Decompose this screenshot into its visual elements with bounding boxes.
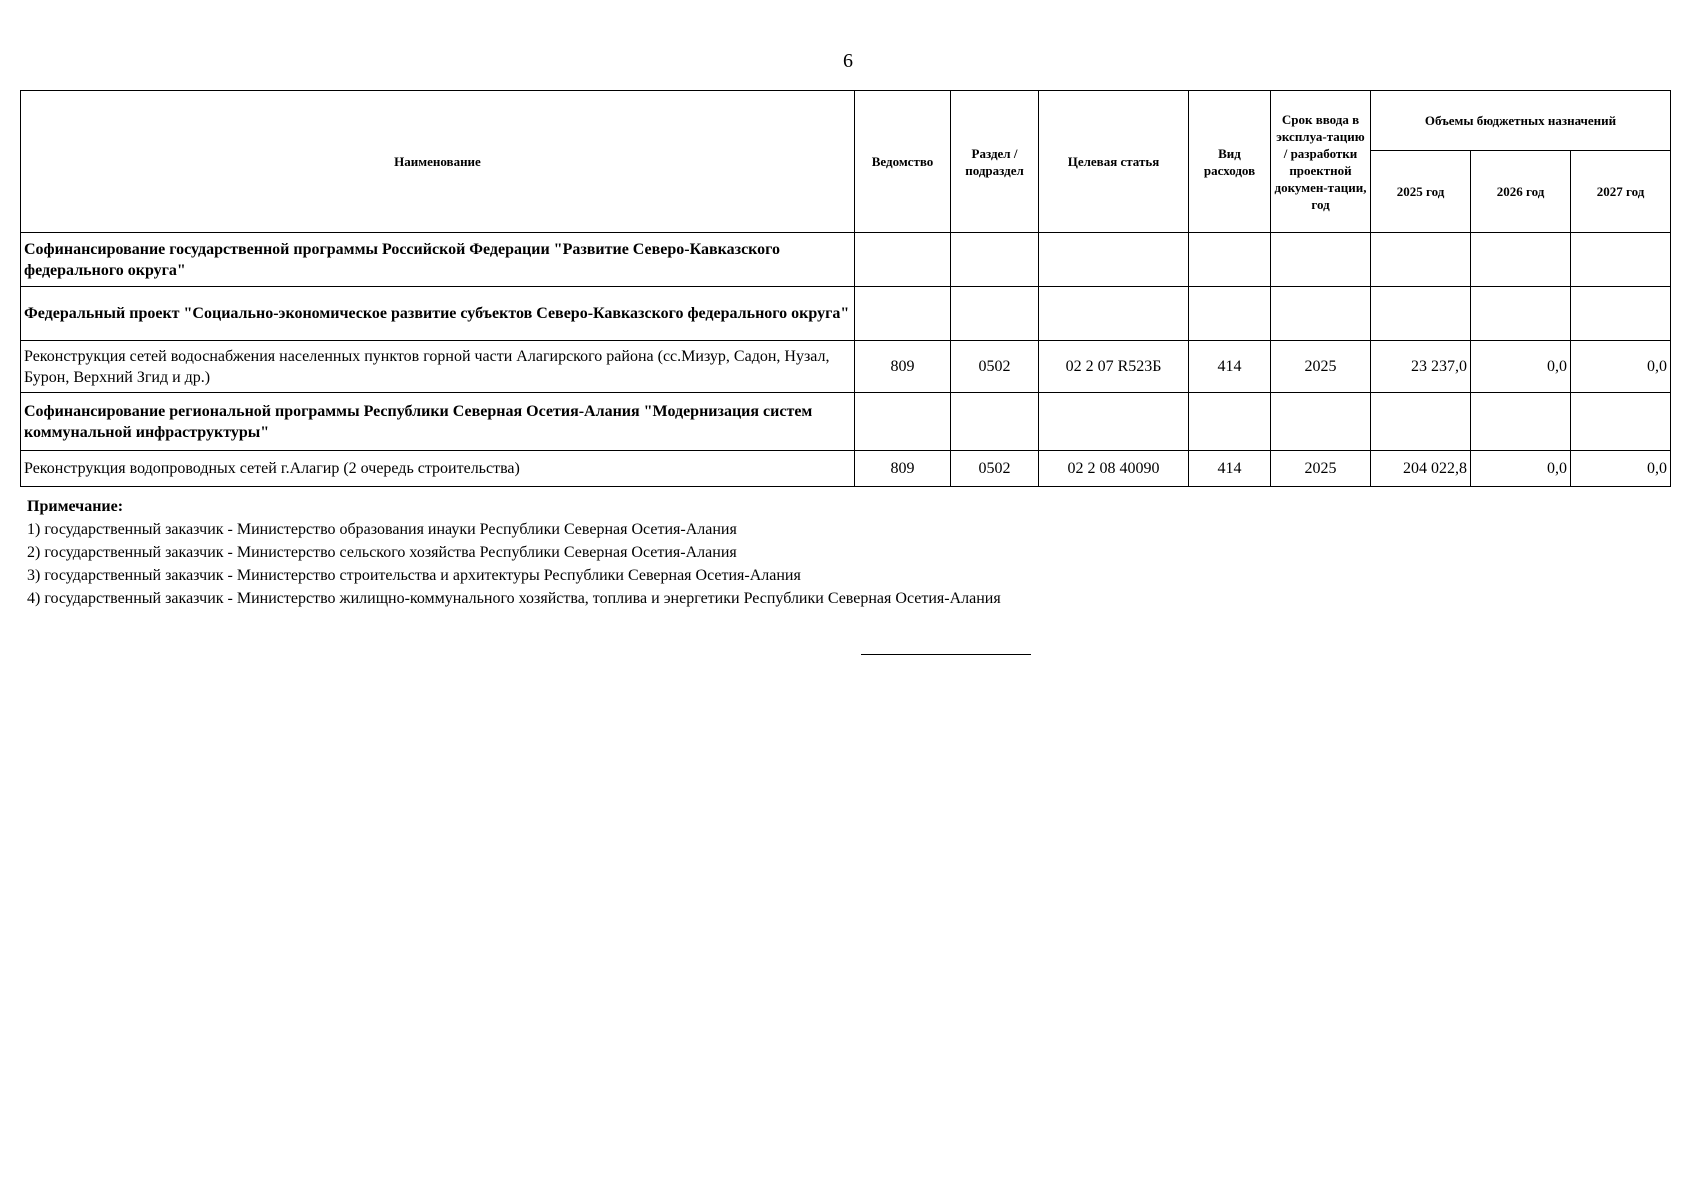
row-section: 0502 bbox=[951, 341, 1039, 393]
row-section: 0502 bbox=[951, 451, 1039, 487]
row-y2025 bbox=[1371, 287, 1471, 341]
row-commissioning bbox=[1271, 393, 1371, 451]
header-target-article: Целевая статья bbox=[1039, 91, 1189, 233]
header-year-2025: 2025 год bbox=[1371, 151, 1471, 233]
note-item: 1) государственный заказчик - Министерство образования инауки Республики Северная Осетия-Алания bbox=[27, 521, 737, 538]
note-item: 4) государственный заказчик - Министерство жилищно-коммунального хозяйства, топлива и энергетики Республики Северная Осетия-Алания bbox=[27, 590, 1001, 607]
row-y2026 bbox=[1471, 287, 1571, 341]
header-name: Наименование bbox=[21, 91, 855, 233]
row-department: 809 bbox=[855, 341, 951, 393]
table-row bbox=[21, 451, 1671, 487]
header-expense-type: Вид расходов bbox=[1189, 91, 1271, 233]
row-commissioning bbox=[1271, 287, 1371, 341]
budget-table bbox=[20, 90, 1671, 487]
row-y2027 bbox=[1571, 393, 1671, 451]
header-row-top bbox=[21, 91, 1671, 151]
row-target-article: 02 2 07 R523Б bbox=[1039, 341, 1189, 393]
row-expense-type: 414 bbox=[1189, 451, 1271, 487]
header-section: Раздел / подраздел bbox=[951, 91, 1039, 233]
row-y2027 bbox=[1571, 233, 1671, 287]
row-department bbox=[855, 393, 951, 451]
note-item: 2) государственный заказчик - Министерство сельского хозяйства Республики Северная Осетия-Алания bbox=[27, 544, 737, 561]
notes-title: Примечание: bbox=[27, 498, 124, 515]
row-section bbox=[951, 287, 1039, 341]
row-name: Софинансирование государственной программы Российской Федерации "Развитие Северо-Кавказского федерального округа" bbox=[21, 233, 855, 287]
row-expense-type: 414 bbox=[1189, 341, 1271, 393]
row-section bbox=[951, 393, 1039, 451]
row-y2026 bbox=[1471, 393, 1571, 451]
row-department bbox=[855, 287, 951, 341]
row-department bbox=[855, 233, 951, 287]
row-commissioning: 2025 bbox=[1271, 341, 1371, 393]
row-y2025: 204 022,8 bbox=[1371, 451, 1471, 487]
header-year-2026: 2026 год bbox=[1471, 151, 1571, 233]
table-row bbox=[21, 341, 1671, 393]
header-budget-volumes: Объемы бюджетных назначений bbox=[1371, 91, 1671, 151]
row-y2026: 0,0 bbox=[1471, 341, 1571, 393]
row-target-article bbox=[1039, 393, 1189, 451]
header-department: Ведомство bbox=[855, 91, 951, 233]
row-name: Софинансирование региональной программы Республики Северная Осетия-Алания "Модернизация систем коммунальной инфраструктуры" bbox=[21, 393, 855, 451]
header-year-2027: 2027 год bbox=[1571, 151, 1671, 233]
row-y2025 bbox=[1371, 233, 1471, 287]
row-y2027: 0,0 bbox=[1571, 451, 1671, 487]
row-target-article bbox=[1039, 233, 1189, 287]
row-expense-type bbox=[1189, 393, 1271, 451]
note-item: 3) государственный заказчик - Министерство строительства и архитектуры Республики Северная Осетия-Алания bbox=[27, 567, 801, 584]
row-y2027: 0,0 bbox=[1571, 341, 1671, 393]
row-name: Реконструкция сетей водоснабжения населенных пунктов горной части Алагирского района (сс.Мизур, Садон, Нузал, Бурон, Верхний Згид и др.) bbox=[21, 341, 855, 393]
table-row bbox=[21, 233, 1671, 287]
row-name: Федеральный проект "Социально-экономическое развитие субъектов Северо-Кавказского федерального округа" bbox=[21, 287, 855, 341]
row-department: 809 bbox=[855, 451, 951, 487]
row-target-article: 02 2 08 40090 bbox=[1039, 451, 1189, 487]
page-number: 6 bbox=[843, 50, 853, 72]
notes-section bbox=[27, 495, 1227, 610]
table-row bbox=[21, 287, 1671, 341]
row-y2027 bbox=[1571, 287, 1671, 341]
row-target-article bbox=[1039, 287, 1189, 341]
row-expense-type bbox=[1189, 287, 1271, 341]
row-y2025 bbox=[1371, 393, 1471, 451]
row-expense-type bbox=[1189, 233, 1271, 287]
separator-line bbox=[861, 654, 1031, 655]
row-y2025: 23 237,0 bbox=[1371, 341, 1471, 393]
row-section bbox=[951, 233, 1039, 287]
header-commissioning: Срок ввода в эксплуа-тацию / разработки проектной докумен-тации, год bbox=[1271, 91, 1371, 233]
row-name: Реконструкция водопроводных сетей г.Алагир (2 очередь строительства) bbox=[21, 451, 855, 487]
row-y2026: 0,0 bbox=[1471, 451, 1571, 487]
row-commissioning: 2025 bbox=[1271, 451, 1371, 487]
row-y2026 bbox=[1471, 233, 1571, 287]
row-commissioning bbox=[1271, 233, 1371, 287]
table-row bbox=[21, 393, 1671, 451]
